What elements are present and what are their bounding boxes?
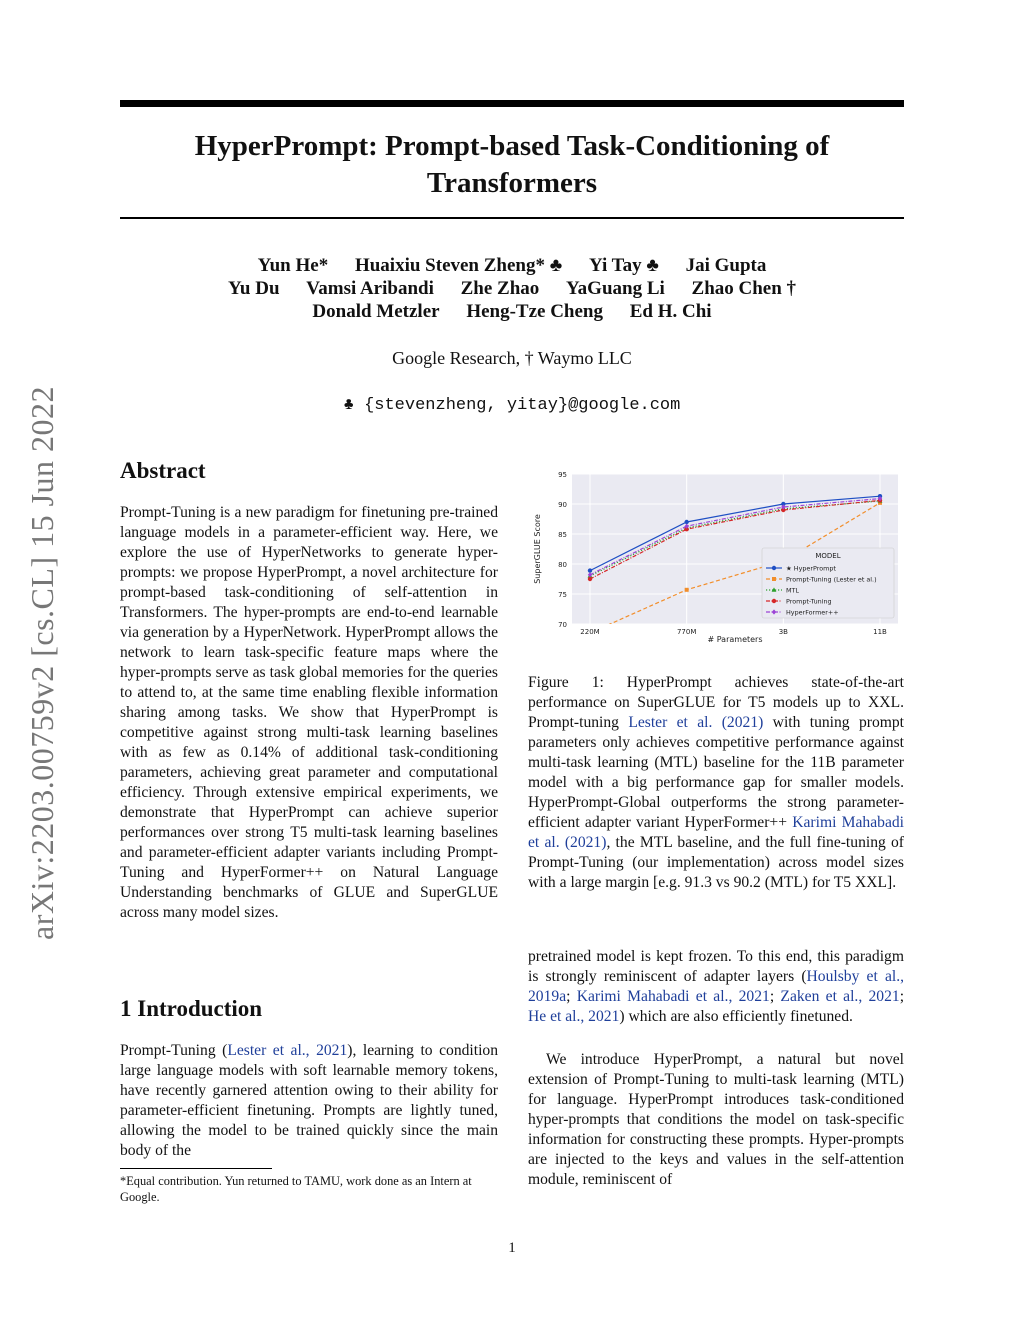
data-point	[772, 577, 776, 581]
y-tick-label: 85	[558, 531, 567, 539]
author: Ed H. Chi	[629, 301, 712, 322]
figure-caption	[528, 673, 904, 893]
citation-link[interactable]: Houlsby et al., 2019a	[528, 968, 905, 1005]
citation-link[interactable]: Zaken et al., 2021	[780, 988, 900, 1005]
data-point	[685, 588, 689, 592]
x-tick-label: 11B	[873, 628, 887, 636]
author: Yun He*	[257, 255, 329, 276]
top-rule	[120, 100, 904, 107]
author: Donald Metzler	[312, 301, 440, 322]
x-axis-label: # Parameters	[707, 635, 763, 644]
data-point	[588, 577, 592, 581]
data-point	[684, 520, 688, 524]
arxiv-identifier[interactable]: arXiv:2203.00759v2 [cs.CL] 15 Jun 2022	[24, 385, 60, 940]
legend-label: Prompt-Tuning (Lester et al.)	[786, 575, 877, 584]
legend-label: ★ HyperPrompt	[786, 564, 836, 573]
author-line-2	[120, 277, 904, 300]
citation-link[interactable]: Karimi Mahabadi et al., 2021	[576, 988, 770, 1005]
citation-link[interactable]: He et al., 2021	[528, 1008, 620, 1025]
y-tick-label: 70	[558, 621, 567, 629]
text-run: ;	[769, 988, 781, 1005]
contact-email[interactable]: ♣ {stevenzheng, yitay}@google.com	[343, 396, 681, 415]
legend-label: MTL	[786, 586, 799, 595]
author: Yu Du	[227, 278, 280, 299]
legend-label: Prompt-Tuning	[786, 597, 832, 606]
footnote-rule	[120, 1168, 272, 1169]
legend-label: HyperFormer++	[786, 608, 839, 617]
text-run: ;	[899, 988, 905, 1005]
abstract-text: Prompt-Tuning is a new paradigm for finetuning pre-trained language models in a parameter-efficient way. Here, we explore the use of HyperNetworks to generate hyper-prompts: we propose HyperPrompt, a novel architecture for prompt-based task-conditioning of self-attention in Transformers. The hyper-prompts are end-to-end learnable via generation by a HyperNetwork. HyperPrompt allows the network to learn task-specific feature maps where the hyper-prompts serve as task global memories for the queries to attend to, at the same time enabling flexible information sharing among tasks. We show that HyperPrompt is competitive against strong multi-task learning baselines with as few as 0.14% of additional task-conditioning parameters, achieving great parameter and computational efficiency. Through extensive empirical experiments, we demonstrate that HyperPrompt can achieve superior performances over strong T5 multi-task learning baselines and parameter-efficient adapter variants including Prompt-Tuning and HyperFormer++ on Natural Language Understanding benchmarks of GLUE and SuperGLUE across many model sizes.	[120, 504, 498, 921]
author: Yi Tay ♣	[588, 255, 659, 276]
intro-heading: 1 Introduction	[120, 996, 263, 1021]
title-rule	[120, 217, 904, 219]
text-run: pretrained model is kept frozen. To this end, this paradigm is strongly reminiscent of adapter layers (	[528, 948, 904, 985]
abstract-heading: Abstract	[120, 458, 206, 483]
author: Heng-Tze Cheng	[466, 301, 603, 322]
citation-link[interactable]: Lester et al. (2021)	[628, 714, 764, 731]
author-line-1	[120, 254, 904, 277]
x-tick-label: 770M	[676, 628, 697, 636]
text-run: Prompt-Tuning (	[120, 1042, 228, 1059]
footnote: *Equal contribution. Yun returned to TAMU, work done as an Intern at Google.	[120, 1174, 472, 1204]
author: Jai Gupta	[685, 255, 767, 276]
x-tick-label: 220M	[580, 628, 600, 636]
citation-link[interactable]: Karimi Mahabadi et al. (2021)	[528, 814, 904, 851]
text-run: Figure 1: HyperPrompt achieves state-of-the-art performance on SuperGLUE for T5 models up to XXL. Prompt-tuning	[528, 674, 904, 731]
citation-link[interactable]: Lester et al., 2021	[227, 1042, 348, 1059]
data-point	[772, 566, 776, 570]
author-line-3	[120, 300, 904, 323]
page-number: 1	[508, 1240, 516, 1256]
author: YaGuang Li	[566, 278, 665, 299]
text-run: ), learning to condition large language models with soft learnable memory tokens, have recently garnered attention owing to their ability for parameter-efficient finetuning. Prompts are lightly tuned, allowing the model to be trained quickly since the main body of the	[120, 1042, 498, 1159]
y-axis-label: SuperGLUE Score	[533, 514, 542, 584]
intro-paragraph-1	[120, 1041, 498, 1161]
legend	[762, 548, 894, 618]
text-run: with tuning prompt parameters only achieves competitive performance against multi-task learning (MTL) baseline for the 11B parameter model with a big performance gap for smaller models. HyperPrompt-Global outperforms the strong parameter-efficient adapter variant HyperFormer++	[528, 714, 904, 831]
intro-paragraph-1-continued	[528, 947, 904, 1027]
superglue-chart	[528, 466, 904, 658]
text-run: ) which are also efficiently finetuned.	[619, 1008, 853, 1025]
author-list	[120, 254, 904, 323]
y-tick-label: 80	[558, 561, 567, 569]
paper-title: HyperPrompt: Prompt-based Task-Conditioning of Transformers	[194, 130, 830, 199]
author: Vamsi Aribandi	[306, 278, 434, 299]
affiliation: Google Research, † Waymo LLC	[392, 348, 632, 368]
data-point	[772, 599, 776, 603]
data-point	[588, 568, 592, 572]
author: Zhao Chen †	[691, 278, 797, 299]
text-run: ;	[566, 988, 577, 1005]
y-tick-label: 95	[558, 471, 567, 479]
x-tick-label: 3B	[778, 628, 788, 636]
y-tick-label: 90	[558, 501, 567, 509]
legend-title: MODEL	[815, 552, 841, 560]
author: Zhe Zhao	[460, 278, 540, 299]
y-tick-label: 75	[558, 591, 567, 599]
author: Huaixiu Steven Zheng* ♣	[354, 255, 563, 276]
intro-paragraph-2: We introduce HyperPrompt, a natural but novel extension of Prompt-Tuning to multi-task learning (MTL) for language. HyperPrompt introduces task-conditioned hyper-prompts that conditions the model on task-specific information for constructing these prompts. Hyper-prompts are injected to the keys and values in the self-attention module, reminiscent of	[528, 1051, 904, 1188]
text-run: , the MTL baseline, and the full fine-tuning of Prompt-Tuning (our implementation) across model sizes with a large margin [e.g. 91.3 vs 90.2 (MTL) for T5 XXL].	[528, 834, 904, 891]
